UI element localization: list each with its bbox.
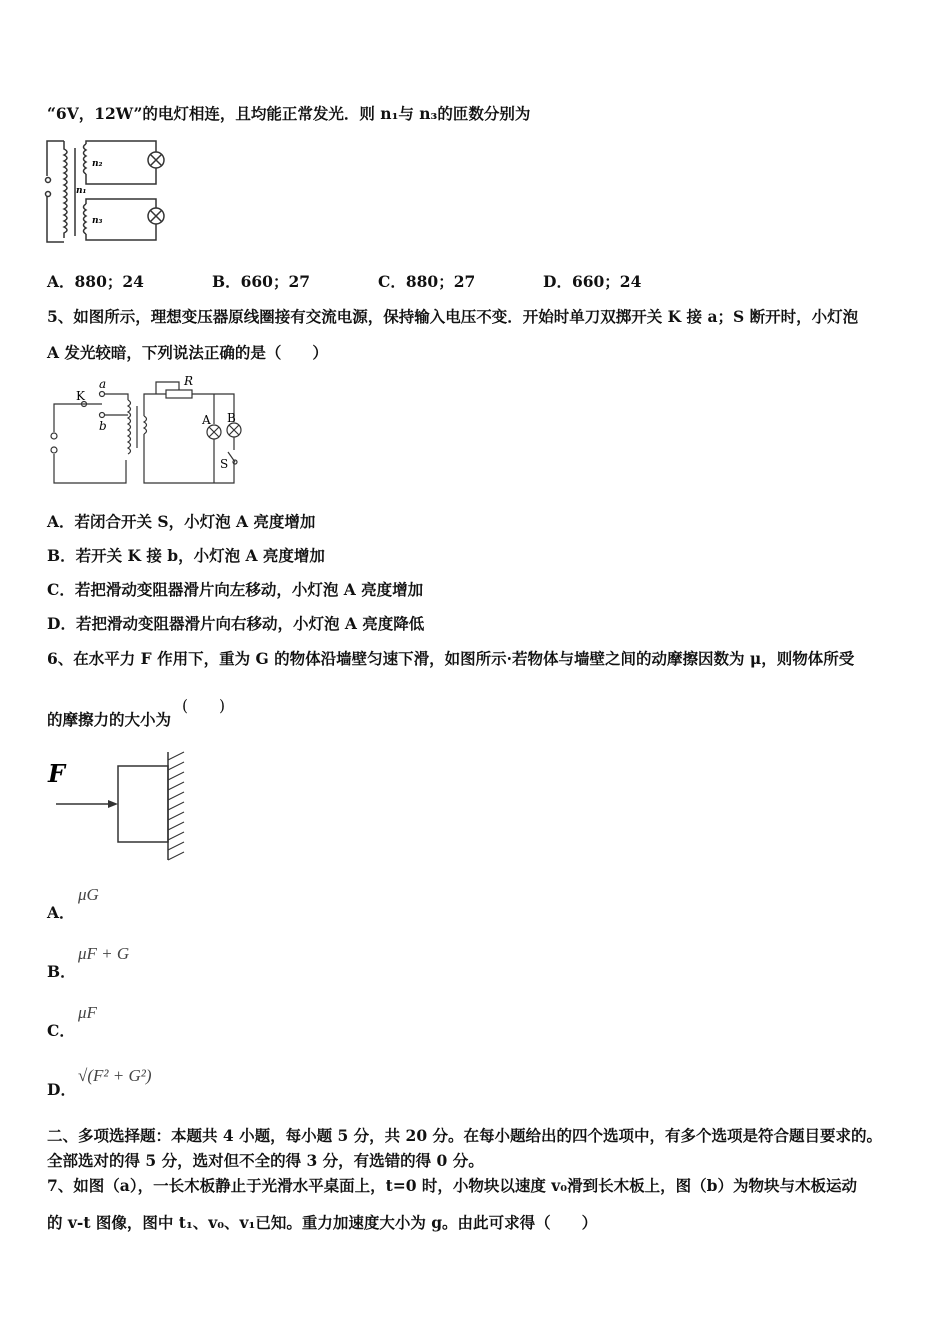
q6-option-b-math: μF + G xyxy=(78,944,130,963)
q4-option-a: A．880；24 xyxy=(47,272,144,291)
label-n3: n₃ xyxy=(92,216,103,226)
q6-option-c-letter: C． xyxy=(47,1021,75,1040)
q5-option-c: C．若把滑动变阻器滑片向左移动，小灯泡 A 亮度增加 xyxy=(47,580,424,599)
label-lamp-b: B xyxy=(227,411,236,425)
label-n2: n₂ xyxy=(92,159,103,169)
q5-option-d: D．若把滑动变阻器滑片向右移动，小灯泡 A 亮度降低 xyxy=(47,614,425,633)
q6-option-d-letter: D． xyxy=(47,1080,76,1099)
q6-option-a-letter: A． xyxy=(47,903,75,922)
label-b: b xyxy=(99,419,107,433)
section2-heading-line1: 二、多项选择题：本题共 4 小题，每小题 5 分，共 20 分。在每小题给出的四个选项中，有多个选项是符合题目要求的。 xyxy=(47,1126,883,1145)
q6-option-d-math: √(F² + G²) xyxy=(78,1066,152,1085)
q6-blank: ( ) xyxy=(182,697,226,715)
q6-option-a-math: μG xyxy=(78,885,99,904)
q7-stem-line2: 的 v-t 图像，图中 t₁、v₀、v₁已知。重力加速度大小为 g。由此可求得（ ） xyxy=(47,1213,598,1232)
q5-option-a: A．若闭合开关 S，小灯泡 A 亮度增加 xyxy=(47,512,316,531)
q4-option-b: B．660；27 xyxy=(212,272,311,291)
section2-heading-line2: 全部选对的得 5 分，选对但不全的得 3 分，有选错的得 0 分。 xyxy=(47,1151,484,1170)
q5-circuit-figure xyxy=(44,372,254,487)
label-f: F xyxy=(48,759,66,788)
label-r: R xyxy=(184,374,194,388)
q4-option-d: D．660；24 xyxy=(543,272,642,291)
q5-stem-line2: A 发光较暗，下列说法正确的是（ ） xyxy=(47,343,328,362)
q5-stem-line1: 5、如图所示，理想变压器原线圈接有交流电源，保持输入电压不变．开始时单刀双掷开关 K 接 a；S 断开时，小灯泡 xyxy=(47,307,859,326)
q6-wall-figure xyxy=(44,750,189,862)
label-a: a xyxy=(99,377,107,391)
label-lamp-a: A xyxy=(202,413,211,427)
q4-option-c: C．880；27 xyxy=(378,272,476,291)
q4-stem: “6V，12W”的电灯相连，且均能正常发光．则 n₁与 n₃的匝数分别为 xyxy=(47,104,531,123)
q7-stem-line1: 7、如图（a），一长木板静止于光滑水平桌面上，t=0 时，小物块以速度 v₀滑到长木板上，图（b）为物块与木板运动 xyxy=(47,1176,857,1195)
label-k: K xyxy=(76,389,85,403)
q5-option-b: B．若开关 K 接 b，小灯泡 A 亮度增加 xyxy=(47,546,325,565)
q6-option-b-letter: B． xyxy=(47,962,76,981)
label-n1: n₁ xyxy=(76,186,87,196)
q6-stem-line2: 的摩擦力的大小为 xyxy=(47,710,172,729)
q4-transformer-figure xyxy=(44,136,174,248)
q6-option-c-math: μF xyxy=(78,1003,97,1022)
q6-stem-line1: 6、在水平力 F 作用下，重为 G 的物体沿墙壁匀速下滑，如图所示·若物体与墙壁之间的动摩擦因数为 μ，则物体所受 xyxy=(47,649,855,668)
label-s: S xyxy=(220,457,229,471)
